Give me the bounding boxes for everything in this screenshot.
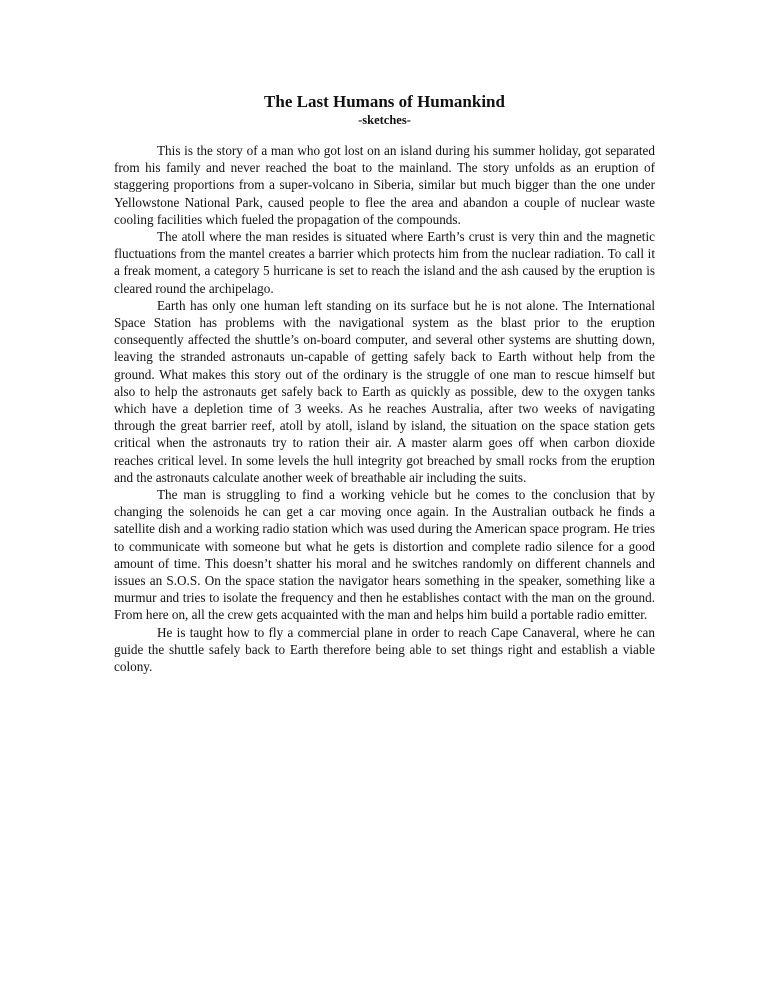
document-body xyxy=(114,92,655,675)
document-subtitle: -sketches- xyxy=(358,113,411,127)
paragraph-space-station: Earth has only one human left standing on its surface but he is not alone. The International Space Station has problems with the navigational system as the blast prior to the eruption consequently affected the shuttle’s on-board computer, and several other systems are shutting down, leaving the stranded astronauts un-capable of getting safely back to Earth without help from the ground. What makes this story out of the ordinary is the struggle of one man to rescue himself but also to help the astronauts get safely back to Earth as quickly as possible, dew to the oxygen tanks which have a depletion time of 3 weeks. As he reaches Australia, after two weeks of navigating through the great barrier reef, atoll by atoll, island by island, the situation on the space station gets critical when the astronauts try to ration their air. A master alarm goes off when carbon dioxide reaches critical level. In some levels the hull integrity got breached by small rocks from the eruption and the astronauts calculate another week of breathable air including the suits. xyxy=(114,297,655,485)
paragraph-intro: This is the story of a man who got lost on an island during his summer holiday, got separated from his family and never reached the boat to the mainland. The story unfolds as an eruption of staggering proportions from a super-volcano in Siberia, similar but much bigger than the one under Yellowstone National Park, caused people to flee the area and abandon a couple of nuclear waste cooling facilities which fueled the propagation of the compounds. xyxy=(114,143,655,227)
paragraph-ending: He is taught how to fly a commercial plane in order to reach Cape Canaveral, where he can guide the shuttle safely back to Earth therefore being able to set things right and establish a viable colony. xyxy=(114,624,655,675)
paragraph-radio: The man is struggling to find a working vehicle but he comes to the conclusion that by changing the solenoids he can get a car moving once again. In the Australian outback he finds a satellite dish and a working radio station which was used during the American space program. He tries to communicate with someone but what he gets is distortion and complete radio silence for a good amount of time. This doesn’t shatter his moral and he switches randomly on different channels and issues an S.O.S. On the space station the navigator hears something in the speaker, something like a murmur and tries to isolate the frequency and then he establishes contact with the man on the ground. From here on, all the crew gets acquainted with the man and helps him build a portable radio emitter. xyxy=(114,487,655,623)
document-title: The Last Humans of Humankind xyxy=(264,92,505,111)
paragraph-atoll: The atoll where the man resides is situated where Earth’s crust is very thin and the magnetic fluctuations from the mantel creates a barrier which protects him from the nuclear radiation. To call it a freak moment, a category 5 hurricane is set to reach the island and the ash caused by the eruption is cleared round the archipelago. xyxy=(114,229,655,296)
